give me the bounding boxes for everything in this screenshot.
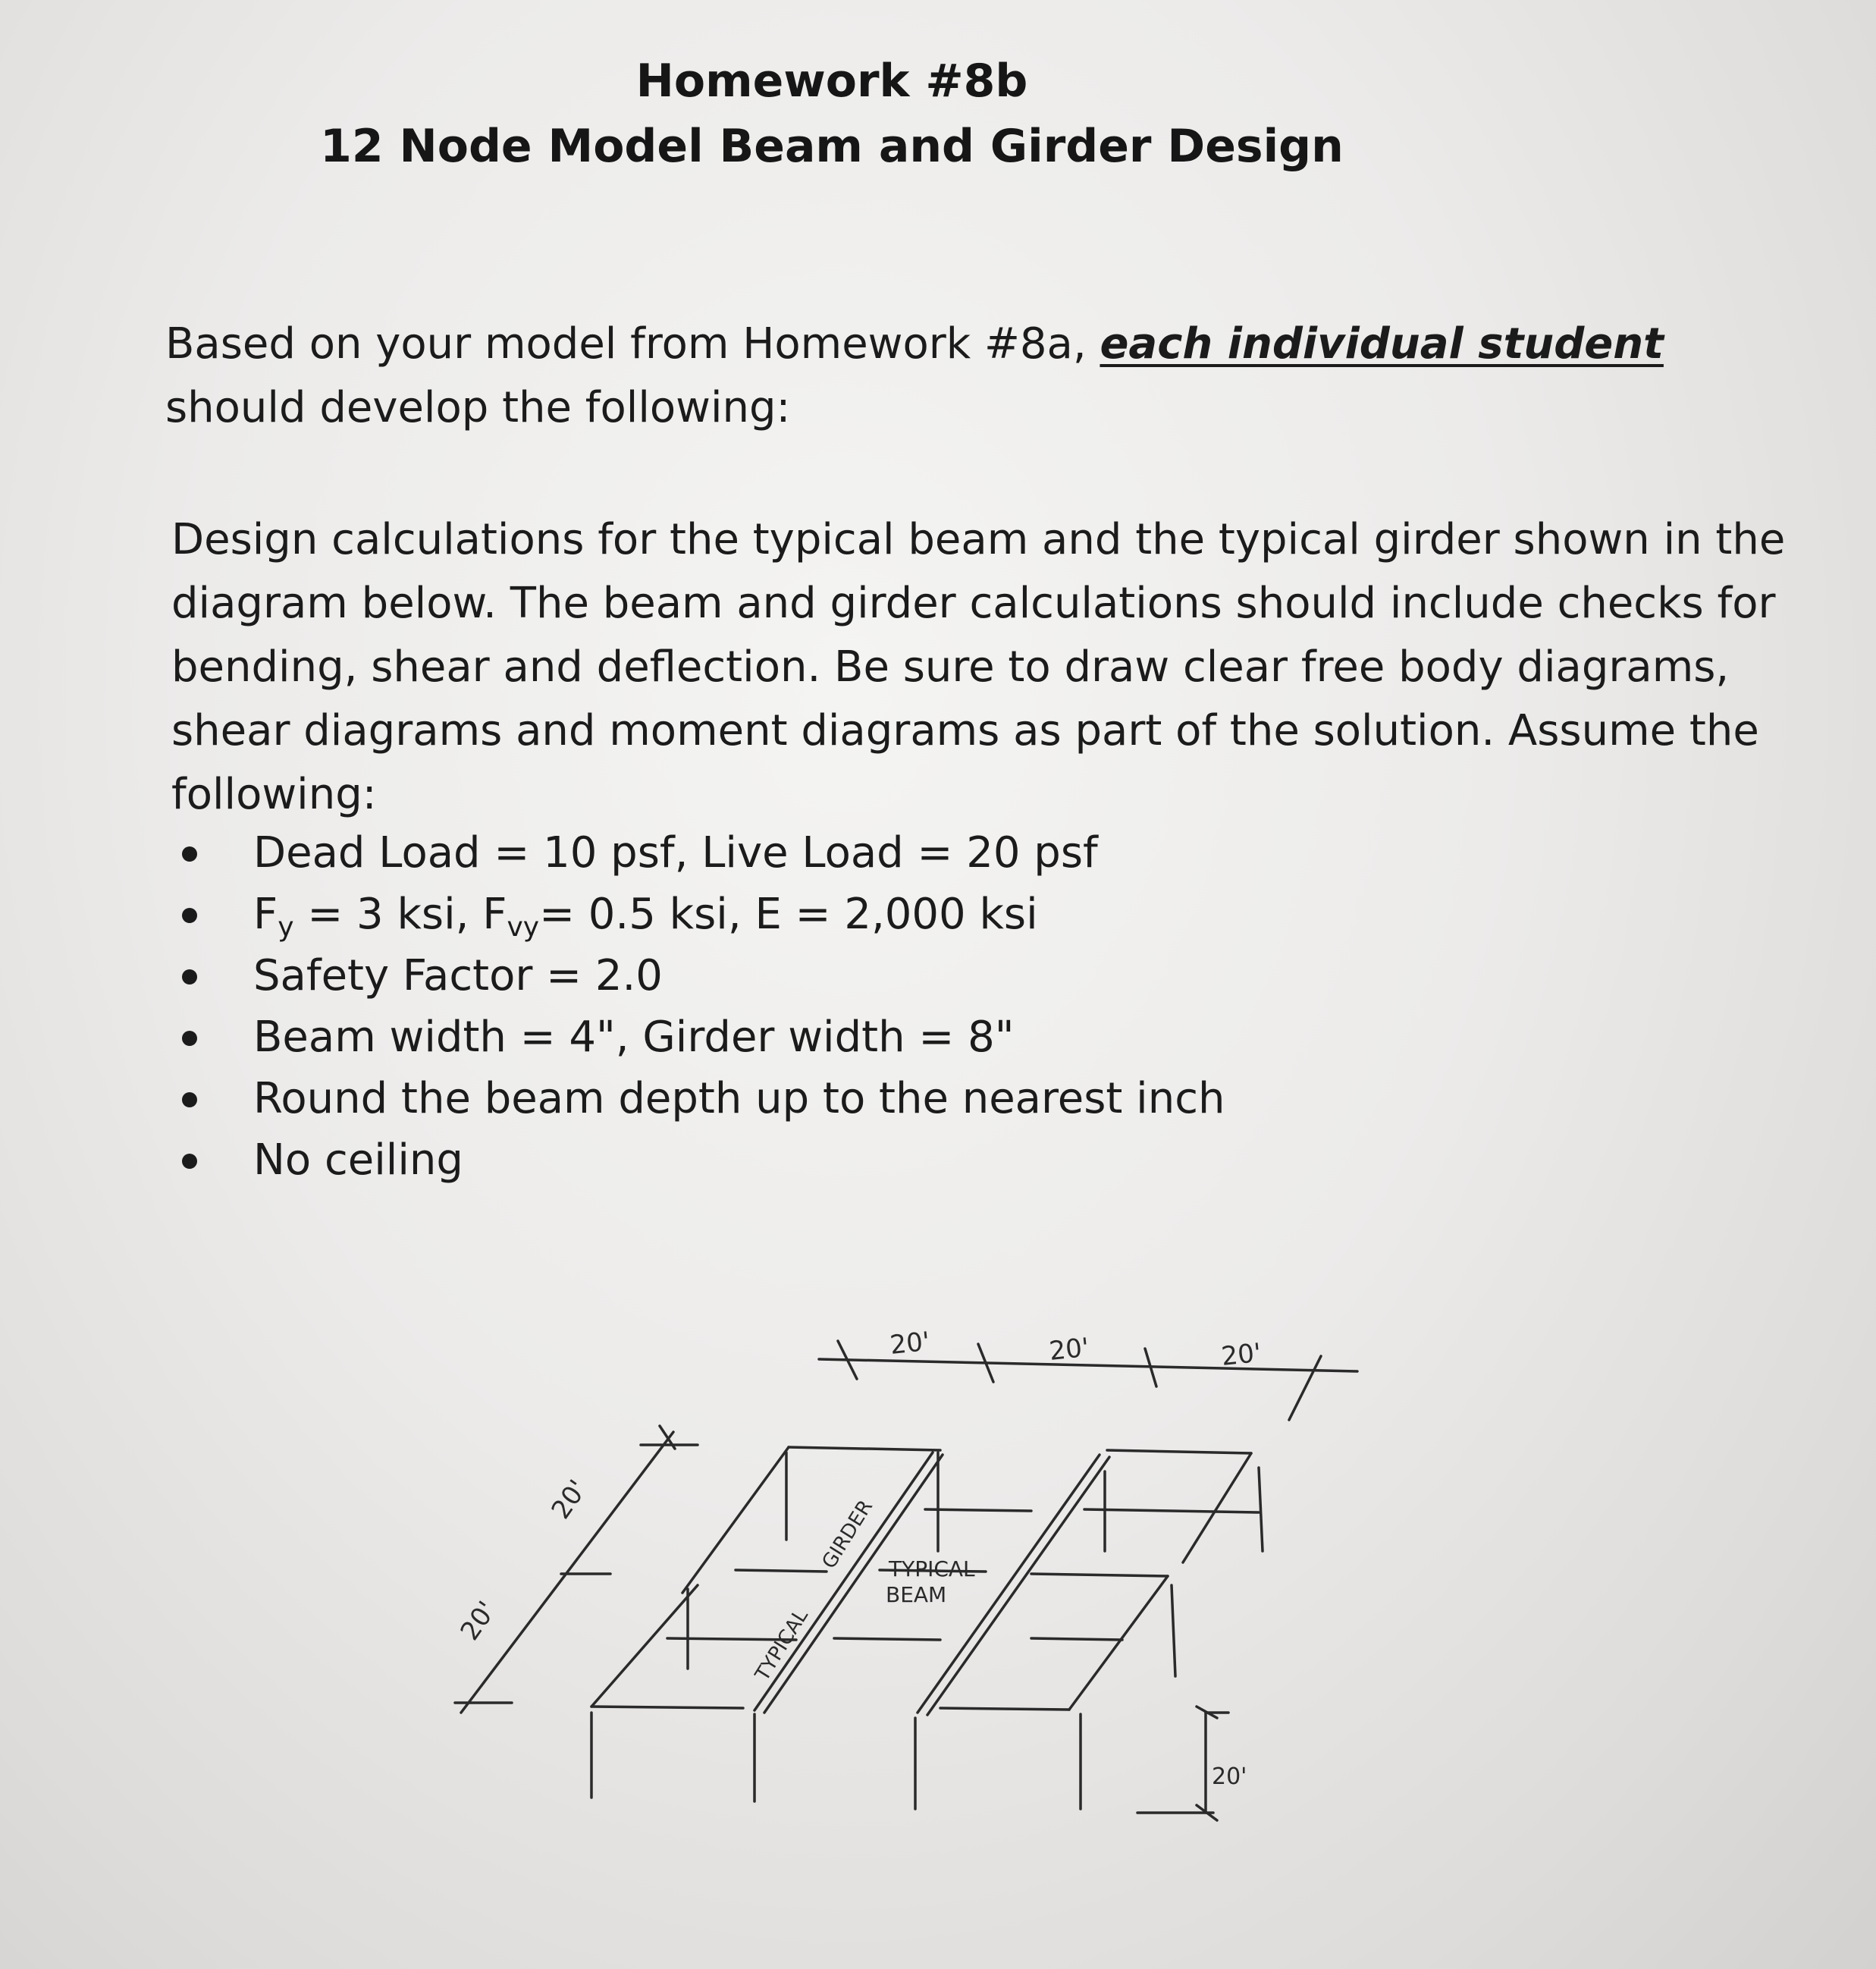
column-lines <box>591 1452 1105 1809</box>
dim-left-1-label: 20' <box>545 1474 594 1525</box>
page-subtitle: 12 Node Model Beam and Girder Design <box>320 120 1344 173</box>
rounding-text: Round the beam depth up to the nearest inch <box>253 1074 1225 1123</box>
widths-text: Beam width = 4", Girder width = 8" <box>253 1013 1015 1062</box>
fvy-value: = 0.5 ksi, <box>539 890 755 939</box>
dim-left-2-label: 20' <box>454 1596 503 1647</box>
beam-label-typical: TYPICAL <box>889 1556 975 1581</box>
ceiling-text: No ceiling <box>253 1135 463 1185</box>
intro-text-before: Based on your model from Homework #8a, <box>165 319 1100 369</box>
fy-symbol: F <box>253 890 278 939</box>
top-dimension <box>819 1327 1357 1420</box>
page-title: Homework #8b <box>635 55 1028 108</box>
girder-label-typical: TYPICAL <box>751 1605 813 1685</box>
safety-factor-text: Safety Factor = 2.0 <box>253 951 663 1000</box>
dim-right-label: 20' <box>1212 1763 1247 1790</box>
e-value: E = 2,000 ksi <box>754 890 1038 939</box>
intro-emphasis: each individual student <box>1100 319 1664 369</box>
girder-label-girder: GIRDER <box>817 1496 878 1573</box>
intro-text-after: should develop the following: <box>165 383 791 432</box>
fvy-symbol: F <box>482 890 507 939</box>
right-dimension <box>1137 1707 1247 1820</box>
dim-top-3-label: 20' <box>1219 1337 1263 1372</box>
beam-label <box>886 1556 975 1607</box>
fy-value: = 3 ksi, <box>293 890 483 939</box>
design-paragraph: Design calculations for the typical beam and the typical girder shown in the diagram below. The beam and girder calculations should include checks for bending, shear and deflection. Be sure to draw clear free body diagrams, shear diagrams and moment diagrams as part of the solution. Assume the following: <box>171 515 1786 819</box>
dim-top-2-label: 20' <box>1047 1332 1091 1367</box>
fy-subscript: y <box>278 912 294 943</box>
beam-label-beam: BEAM <box>886 1582 947 1607</box>
dim-top-1-label: 20' <box>888 1326 932 1361</box>
fvy-subscript: vy <box>507 912 540 943</box>
loads-text: Dead Load = 10 psf, Live Load = 20 psf <box>253 828 1098 878</box>
left-dimension <box>455 1426 698 1713</box>
